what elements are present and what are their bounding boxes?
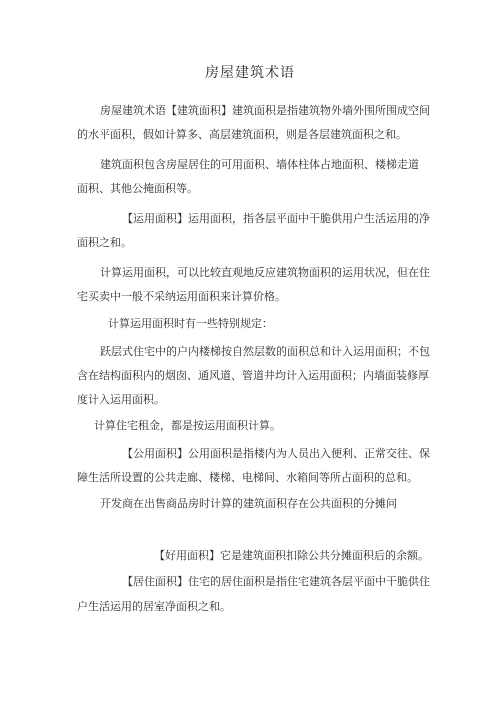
text-line: 【居住面积】住宅的居住面积是指住宅建筑各层平面中干脆供住	[122, 575, 430, 588]
text-line: 开发商在出售商品房时计算的建筑面积存在公共面积的分摊问	[100, 497, 397, 510]
text-line: 【好用面积】它是建筑面积扣除公共分摊面积后的余额。	[154, 549, 429, 562]
text-line: 含在结构面积内的烟囱、通风道、管道井均计入运用面积；内墙面装修厚	[77, 369, 429, 382]
document-title: 房屋建筑术语	[205, 65, 295, 81]
text-line: 房屋建筑术语【建筑面积】建筑面积是指建筑物外墙外围所围成空间	[100, 104, 430, 117]
text-line: 建筑面积包含房屋居住的可用面积、墙体柱体占地面积、楼梯走道	[100, 158, 419, 171]
text-line: 面积、其他公掩面积等。	[77, 182, 198, 195]
text-line: 计算运用面积时有一些特别规定：	[108, 317, 273, 330]
text-line: 的水平面积，假如计算多、高层建筑面积，则是各层建筑面积之和。	[77, 128, 407, 141]
text-line: 户生活运用的居室净面积之和。	[77, 600, 231, 613]
text-line: 【运用面积】运用面积，指各层平面中干脆供用户生活运用的净	[122, 212, 430, 225]
text-line: 【公用面积】公用面积是指楼内为人员出入便利、正常交往、保	[122, 447, 430, 460]
text-line: 面积之和。	[77, 236, 132, 249]
text-line: 跃层式住宅中的户内楼梯按自然层数的面积总和计入运用面积；不包	[100, 345, 430, 358]
text-line: 宅买卖中一般不采纳运用面积来计算价格。	[77, 290, 286, 303]
text-line: 计算运用面积，可以比较直观地反应建筑物面积的运用状况，但在住	[100, 266, 430, 279]
text-line: 计算住宅租金，都是按运用面积计算。	[94, 419, 281, 432]
text-line: 障生活所设置的公共走廊、楼梯、电梯间、水箱间等所占面积的总和。	[77, 471, 418, 484]
text-line: 度计入运用面积。	[77, 393, 165, 406]
